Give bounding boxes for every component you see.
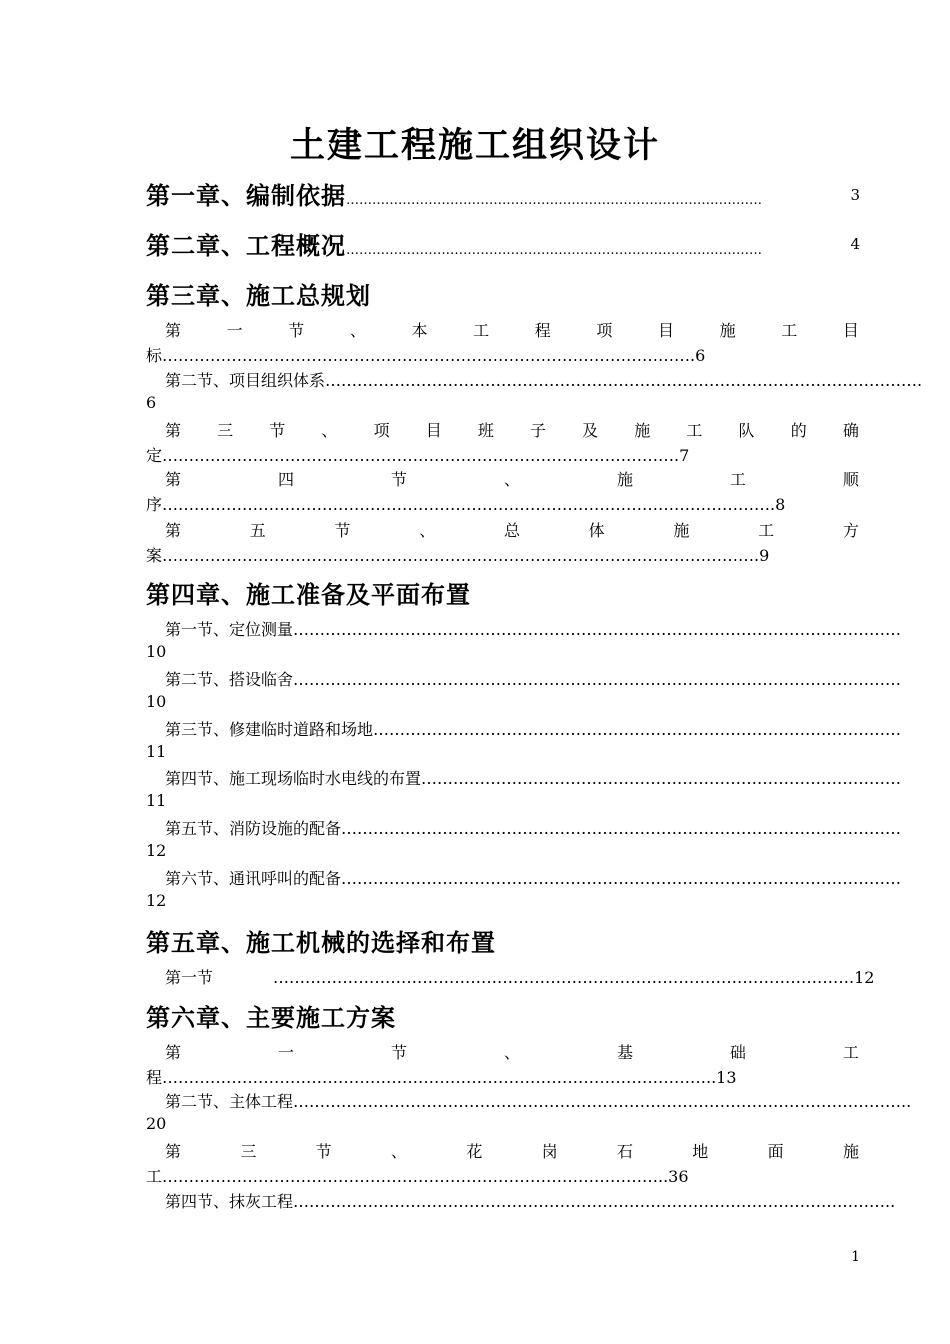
toc-char: 工 <box>781 321 798 340</box>
toc-ch6-section-1-cont: 程…………………………………………………………………………………………..13 <box>146 1068 737 1087</box>
toc-chapter-2-leader: …………………………………………………………………………………… <box>346 243 762 258</box>
toc-ch4-section-5[interactable]: 第五节、消防设施的配备…………………………………………………………………………………………… <box>165 819 902 838</box>
toc-char: 节 <box>390 1043 407 1062</box>
toc-char: 石 <box>616 1142 633 1161</box>
toc-ch6-section-4[interactable]: 第四节、抹灰工程………………………………………………………………………………………………….. <box>165 1192 896 1211</box>
toc-char: 总 <box>503 521 520 540</box>
toc-ch4-section-4[interactable]: 第四节、施工现场临时水电线的布置……………………………………………………………………………… <box>165 769 902 788</box>
toc-char: 项 <box>373 421 390 440</box>
toc-char: 础 <box>729 1043 746 1062</box>
toc-ch3-section-3[interactable] <box>165 418 859 441</box>
toc-ch4-section-2-cont: 10 <box>146 692 167 711</box>
toc-char: 、 <box>503 1043 520 1062</box>
toc-char: 、 <box>419 521 436 540</box>
toc-chapter-3[interactable]: 第三章、施工总规划 <box>146 281 371 310</box>
toc-ch4-section-1[interactable]: 第一节、定位测量…………………………………………………………………………………………………… <box>165 620 902 639</box>
toc-ch4-section-3-cont: 11 <box>146 742 167 761</box>
toc-ch4-section-5-cont: 12 <box>146 841 167 860</box>
toc-char: 、 <box>390 1142 407 1161</box>
document-title: 土建工程施工组织设计 <box>289 125 660 166</box>
toc-char: 程 <box>534 321 551 340</box>
toc-ch4-section-1-cont: 10 <box>146 642 167 661</box>
toc-char: 目 <box>658 321 675 340</box>
toc-char: 子 <box>529 421 546 440</box>
toc-char: 五 <box>249 521 266 540</box>
toc-char: 队 <box>738 421 755 440</box>
toc-char: 三 <box>217 421 234 440</box>
toc-ch3-section-1-cont: 标……………………………………………………………………………………….6 <box>146 346 706 365</box>
toc-chapter-4[interactable]: 第四章、施工准备及平面布置 <box>146 580 471 609</box>
toc-char: 花 <box>466 1142 483 1161</box>
toc-chapter-1[interactable] <box>146 176 762 211</box>
toc-ch5-section-1-label: 第一节 <box>165 968 214 987</box>
toc-char: 体 <box>588 521 605 540</box>
toc-chapter-1-leader: …………………………………………………………………………………… <box>346 193 762 208</box>
toc-char: 岗 <box>541 1142 558 1161</box>
toc-char: 工 <box>729 470 746 489</box>
toc-ch3-section-4[interactable] <box>165 467 859 490</box>
toc-char: 施 <box>634 421 651 440</box>
toc-char: 第 <box>165 321 182 340</box>
toc-chapter-1-page: 3 <box>850 186 860 204</box>
toc-chapter-1-label: 第一章、编制依据 <box>146 181 346 210</box>
toc-char: 三 <box>240 1142 257 1161</box>
toc-char: 项 <box>596 321 613 340</box>
toc-char: 工 <box>842 1043 859 1062</box>
toc-ch6-section-1[interactable] <box>165 1040 859 1063</box>
toc-char: 地 <box>692 1142 709 1161</box>
toc-char: 第 <box>165 521 182 540</box>
toc-ch6-section-2-cont: 20 <box>146 1114 167 1133</box>
toc-chapter-5[interactable]: 第五章、施工机械的选择和布置 <box>146 928 496 957</box>
toc-ch3-section-5[interactable] <box>165 518 859 541</box>
toc-char: 节 <box>315 1142 332 1161</box>
toc-ch3-section-4-cont: 序…………………………………………………………………………………………………….8 <box>146 495 786 514</box>
toc-char: 、 <box>321 421 338 440</box>
toc-char: 顺 <box>842 470 859 489</box>
toc-ch3-section-1[interactable] <box>165 318 859 341</box>
toc-ch5-section-1[interactable] <box>165 965 874 988</box>
toc-char: 目 <box>842 321 859 340</box>
toc-ch4-section-6-cont: 12 <box>146 891 167 910</box>
toc-char: 第 <box>165 421 182 440</box>
toc-char: 确 <box>842 421 859 440</box>
toc-char: 、 <box>503 470 520 489</box>
toc-char: 基 <box>616 1043 633 1062</box>
toc-char: 面 <box>767 1142 784 1161</box>
toc-chapter-6[interactable]: 第六章、主要施工方案 <box>146 1003 396 1032</box>
toc-char: 第 <box>165 1043 182 1062</box>
toc-ch6-section-3-cont: 工…………………………………………………………………………………..36 <box>146 1167 689 1186</box>
toc-char: 班 <box>477 421 494 440</box>
toc-char: 施 <box>842 1142 859 1161</box>
toc-chapter-2-page: 4 <box>850 235 860 253</box>
toc-ch6-section-2[interactable]: 第二节、主体工程…………………………………………………………………………………………………….. <box>165 1092 912 1111</box>
toc-char: 四 <box>277 470 294 489</box>
toc-char: 节 <box>334 521 351 540</box>
toc-char: 节 <box>269 421 286 440</box>
toc-char: 及 <box>582 421 599 440</box>
toc-char: 施 <box>673 521 690 540</box>
toc-char: 方 <box>842 521 859 540</box>
toc-char: 施 <box>616 470 633 489</box>
toc-ch3-section-2-cont: 6 <box>146 393 157 412</box>
toc-ch3-section-2[interactable]: 第二节、项目组织体系…………………………………………………………………………………………………. <box>165 371 923 390</box>
toc-chapter-2[interactable] <box>146 226 762 261</box>
toc-chapter-2-label: 第二章、工程概况 <box>146 231 346 260</box>
toc-ch5-section-1-leader: ……………………………………………………………………………………………….12 <box>273 968 875 987</box>
toc-ch3-section-5-cont: 案………………………………………………………………………………………………….9 <box>146 546 770 565</box>
toc-char: 、 <box>349 321 366 340</box>
toc-ch4-section-6[interactable]: 第六节、通讯呼叫的配备…………………………………………………………………………………………… <box>165 869 902 888</box>
toc-ch4-section-3[interactable]: 第三节、修建临时道路和场地……………………………………………………………………………………… <box>165 720 902 739</box>
toc-char: 工 <box>686 421 703 440</box>
toc-char: 节 <box>288 321 305 340</box>
toc-char: 一 <box>226 321 243 340</box>
toc-char: 工 <box>758 521 775 540</box>
toc-ch4-section-2[interactable]: 第二节、搭设临舍…………………………………………………………………………………………………… <box>165 670 902 689</box>
toc-char: 第 <box>165 1142 182 1161</box>
toc-char: 节 <box>390 470 407 489</box>
toc-ch4-section-4-cont: 11 <box>146 791 167 810</box>
toc-ch6-section-3[interactable] <box>165 1139 859 1162</box>
toc-char: 一 <box>277 1043 294 1062</box>
toc-char: 的 <box>790 421 807 440</box>
toc-char: 施 <box>719 321 736 340</box>
toc-char: 目 <box>425 421 442 440</box>
toc-ch3-section-3-cont: 定…………………………………………………………………………………….7 <box>146 446 690 465</box>
toc-char: 第 <box>165 470 182 489</box>
toc-char: 工 <box>473 321 490 340</box>
page-number: 1 <box>851 1249 860 1265</box>
toc-char: 本 <box>411 321 428 340</box>
